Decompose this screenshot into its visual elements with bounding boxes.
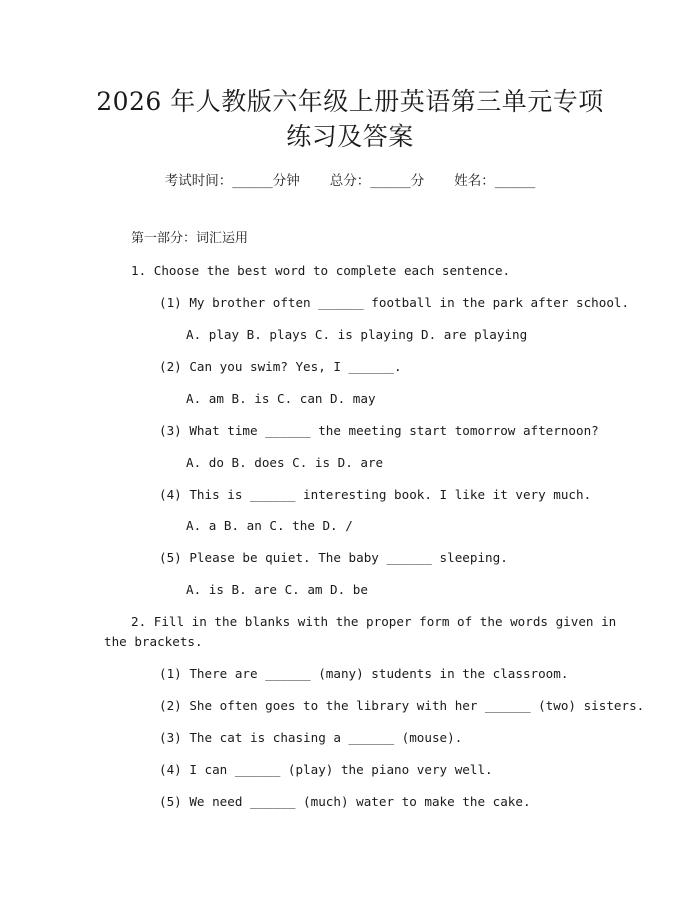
question-2-item: (2) She often goes to the library with her ______ (two) sisters. <box>159 698 645 713</box>
question-2-item: (1) There are ______ (many) students in the classroom. <box>159 666 569 681</box>
question-1-item-options: A. am B. is C. can D. may <box>186 391 376 406</box>
question-1-item-stem: (5) Please be quiet. The baby ______ sleeping. <box>159 550 508 565</box>
question-1-item-options: A. a B. an C. the D. / <box>186 518 353 533</box>
question-2-prompt: 2. Fill in the blanks with the proper form of the words given in <box>131 614 617 629</box>
exam-info-bar <box>0 169 700 189</box>
question-1-item-options: A. do B. does C. is D. are <box>186 455 384 470</box>
question-2-item: (4) I can ______ (play) the piano very well. <box>159 762 493 777</box>
total-score-field: 总分：______分 <box>329 173 425 189</box>
question-1-prompt: 1. Choose the best word to complete each sentence. <box>131 263 511 278</box>
question-2-prompt-continued: the brackets. <box>104 634 203 649</box>
student-name-field: 姓名：______ <box>454 173 536 189</box>
document-title-line1: 2026 年人教版六年级上册英语第三单元专项 <box>96 87 604 116</box>
document-title-line2: 练习及答案 <box>286 122 414 151</box>
question-2-item: (3) The cat is chasing a ______ (mouse). <box>159 730 463 745</box>
question-1-item-stem: (2) Can you swim? Yes, I ______. <box>159 359 402 374</box>
section-heading: 第一部分：词汇运用 <box>131 231 249 246</box>
question-1-item-options: A. play B. plays C. is playing D. are playing <box>186 327 528 342</box>
question-1-item-stem: (3) What time ______ the meeting start tomorrow afternoon? <box>159 423 599 438</box>
question-1-item-stem: (1) My brother often ______ football in the park after school. <box>159 295 630 310</box>
question-1-item-stem: (4) This is ______ interesting book. I like it very much. <box>159 487 592 502</box>
question-2-item: (5) We need ______ (much) water to make the cake. <box>159 794 531 809</box>
question-1-item-options: A. is B. are C. am D. be <box>186 582 368 597</box>
exam-time-field: 考试时间：______分钟 <box>164 173 300 189</box>
